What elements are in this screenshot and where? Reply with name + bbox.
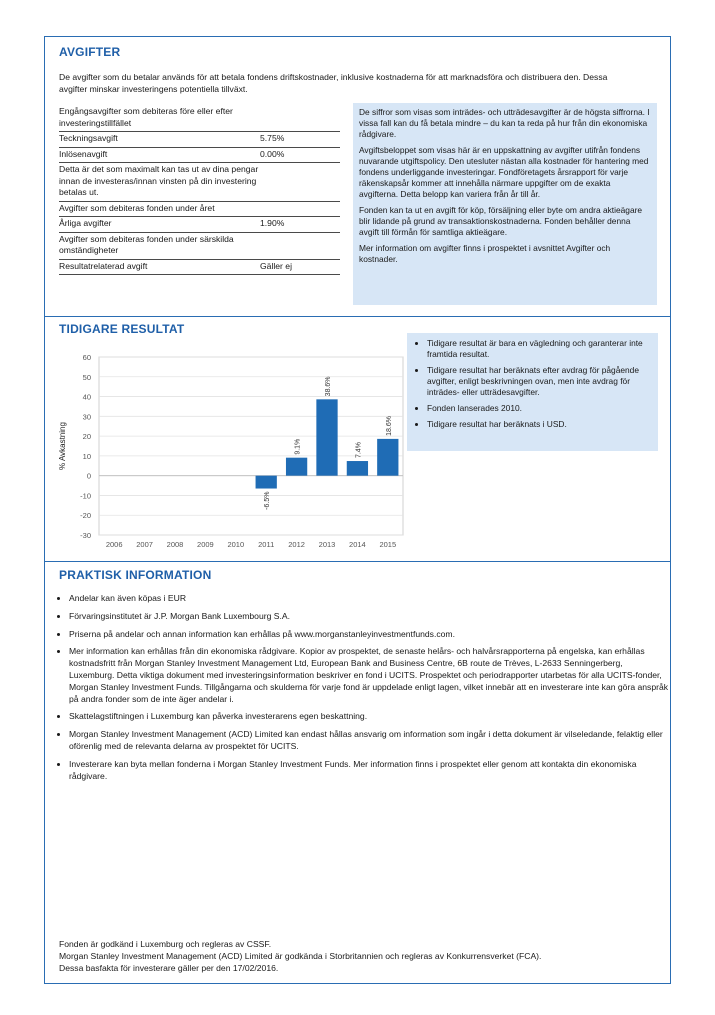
footer [59, 939, 659, 974]
x-tick-label: 2014 [349, 540, 366, 549]
fee-row [59, 259, 340, 275]
fee-row [59, 163, 340, 202]
fees-info-paragraph: De siffror som visas som inträdes- och utträdesavgifter är de högsta siffrorna. I vissa fall kan du få betala mindre – du kan ta reda på hur från din ekonomiska rådgivare. [359, 107, 650, 139]
y-tick-label: 30 [82, 412, 91, 422]
y-tick-label: 20 [82, 432, 91, 442]
fees-table [59, 105, 340, 275]
fee-label: Teckningsavgift [59, 132, 260, 148]
fee-value [260, 105, 340, 132]
past-results-info-box [407, 333, 658, 451]
x-tick-label: 2012 [288, 540, 305, 549]
x-tick-label: 2011 [258, 540, 275, 549]
y-tick-label: -10 [80, 491, 91, 501]
practical-section-title: PRAKTISK INFORMATION [59, 568, 212, 582]
fees-info-paragraph: Mer information om avgifter finns i prospektet i avsnittet Avgifter och kostnader. [359, 243, 611, 264]
data-label: 9.1% [294, 438, 302, 455]
footer-line: Fonden är godkänd i Luxemburg och regleras av CSSF. [59, 939, 272, 949]
y-tick-label: -20 [80, 511, 91, 521]
y-tick-label: 10 [82, 451, 91, 461]
fee-row [59, 201, 340, 217]
section-divider [45, 316, 670, 317]
fee-label: Detta är det som maximalt kan tas ut av dina pengar innan de investeras/innan vinsten på din investering betalas ut. [59, 163, 260, 202]
x-tick-label: 2009 [197, 540, 214, 549]
data-label: 18.6% [385, 416, 393, 436]
fee-label: Årliga avgifter [59, 217, 260, 233]
data-label: 7.4% [355, 442, 363, 459]
section-divider [45, 561, 670, 562]
past-results-bullet: • Tidigare resultat har beräknats i USD. [427, 419, 652, 430]
practical-info-item: • Andelar kan även köpas i EUR [69, 593, 669, 605]
bar [316, 399, 337, 475]
practical-info-item: • Mer information kan erhållas från din ekonomiska rådgivare. Kopior av prospektet, de senaste helårs- och halvårsrapporterna på engelska, kan erhållas kostnadsfritt från Morgan Stanley Investment Management Ltd, European Bank and Business Centre, 6B route de Trèves, L-2633 Senningerberg, Luxemburg. Detta viktiga dokument med investeringsinformation beskriver en fond i UCITS. Prospektet och periodrapporter utarbetas för alla UCITS-fonder, Morgan Stanley Investment Funds. Tillgångarna och skulderna för varje fond är uppdelade enligt lagen, vilket innebär att en investerare inte kan göra anspråk på andra fonder som de inte äger andelar i. [69, 646, 669, 705]
y-axis-label: % Avkastning [58, 422, 67, 470]
footer-line: Dessa basfakta för investerare gäller per den 17/02/2016. [59, 962, 279, 973]
x-tick-label: 2006 [105, 540, 123, 549]
practical-info-item: • Skattelagstiftningen i Luxemburg kan påverka investerarens egen beskattning. [69, 711, 669, 723]
x-tick-label: 2015 [379, 540, 397, 549]
past-results-chart [59, 349, 407, 549]
document-frame [44, 36, 671, 984]
x-tick-label: 2013 [318, 540, 336, 549]
y-tick-label: 40 [82, 392, 91, 402]
fees-info-paragraph: Avgiftsbeloppet som visas här är en uppskattning av avgifter utifrån fondens nuvarande utgiftspolicy. Den utesluter nästan alla kostnader för hantering med fondens underliggande investeringar. Fondföretagets årsrapport för varje räkenskapsår kommer att innehålla närmare uppgifter om de exakta avgifterna. Detta belopp kan variera från år till år. [359, 145, 649, 199]
data-label: 38.6% [325, 376, 332, 397]
past-results-bullet: • Tidigare resultat är bara en vägledning och garanterar inte framtida resultat. [427, 338, 652, 360]
past-results-bullet: • Fonden lanserades 2010. [427, 403, 652, 414]
fees-intro: De avgifter som du betalar används för att betala fondens driftskostnader, inklusive kostnaderna för att marknadsföra och distribuera den. Dessa avgifter minskar investeringens potentiella tillväxt. [59, 72, 608, 94]
fee-label: Engångsavgifter som debiteras före eller efter investeringstillfället [59, 105, 260, 132]
fee-value [260, 163, 340, 202]
fee-label: Inlösenavgift [59, 147, 260, 163]
y-tick-label: 0 [86, 471, 91, 481]
fees-info-box [353, 103, 657, 305]
practical-info-item: • Morgan Stanley Investment Management (ACD) Limited kan endast hållas ansvarig om information som ingår i detta dokument är vilseledande, felaktig eller oförenlig med de relevanta delarna av prospektet för UCITS. [69, 729, 669, 753]
bar [256, 476, 277, 489]
practical-info-item: • Priserna på andelar och annan information kan erhållas på www.morganstanleyinvestmentfunds.com. [69, 629, 669, 641]
fee-row [59, 105, 340, 132]
fee-label: Avgifter som debiteras fonden under året [59, 201, 260, 217]
fee-row [59, 132, 340, 148]
footer-line: Morgan Stanley Investment Management (ACD) Limited är godkända i Storbritannien och regleras av Konkurrensverket (FCA). [59, 950, 542, 961]
practical-info-item: • Investerare kan byta mellan fonderna i Morgan Stanley Investment Funds. Mer information finns i prospektet eller genom att kontakta din ekonomiska rådgivare. [69, 759, 669, 783]
x-tick-label: 2008 [166, 540, 184, 549]
x-tick-label: 2010 [227, 540, 245, 549]
fee-value [260, 201, 340, 217]
fee-row [59, 147, 340, 163]
fee-value: 1.90% [260, 217, 340, 233]
practical-info-list [59, 593, 669, 788]
data-label: -6.5% [264, 491, 272, 510]
practical-info-item: • Förvaringsinstitutet är J.P. Morgan Bank Luxembourg S.A. [69, 611, 669, 623]
y-tick-label: 60 [82, 353, 91, 362]
fee-label: Avgifter som debiteras fonden under särskilda omständigheter [59, 232, 260, 259]
fees-section-title: AVGIFTER [59, 45, 121, 59]
bar [286, 458, 307, 476]
past-results-bullet: • Tidigare resultat har beräknats efter avdrag för pågående avgifter, enligt beskrivningen ovan, men inte avdrag för inträdes- eller utträdesavgifter. [427, 365, 652, 398]
fee-value: Gäller ej [260, 259, 340, 275]
fee-label: Resultatrelaterad avgift [59, 259, 260, 275]
fee-row [59, 217, 340, 233]
x-tick-label: 2007 [136, 540, 153, 549]
y-tick-label: -30 [80, 531, 91, 540]
bar [347, 461, 368, 476]
fee-row [59, 232, 340, 259]
fee-value: 0.00% [260, 147, 340, 163]
bar [377, 439, 398, 476]
fees-info-paragraph: Fonden kan ta ut en avgift för köp, försäljning eller byte om andra aktieägare blir lidande på grund av transaktionskostnaderna. Fonden behåller denna avgift till förmån för samtliga aktieägare. [359, 205, 643, 237]
past-results-section-title: TIDIGARE RESULTAT [59, 322, 185, 336]
fee-value: 5.75% [260, 132, 340, 148]
y-tick-label: 50 [82, 372, 91, 382]
fee-value [260, 232, 340, 259]
